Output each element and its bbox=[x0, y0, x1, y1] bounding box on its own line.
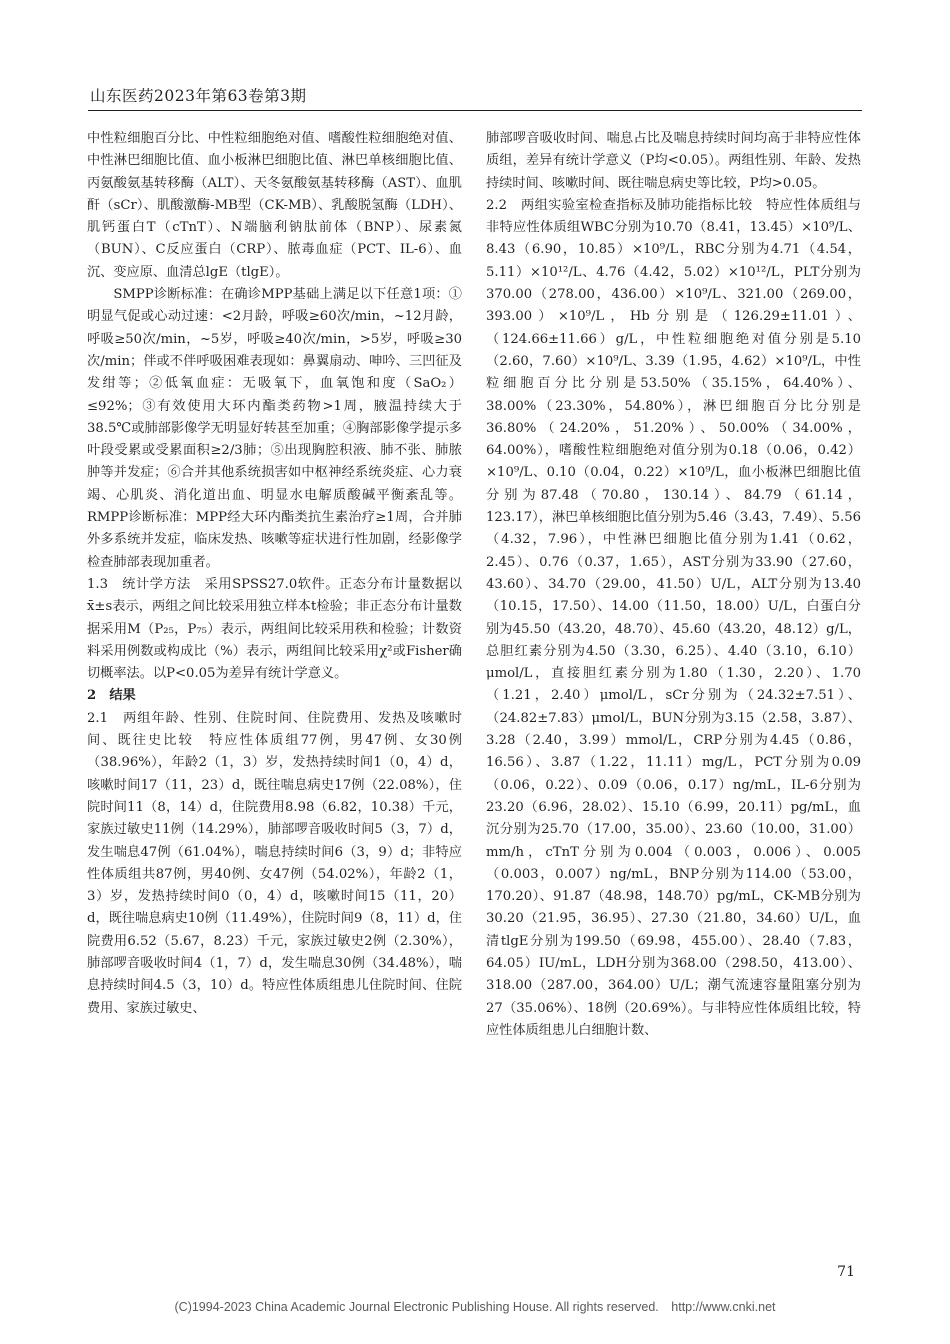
left-column bbox=[87, 128, 462, 1020]
paragraph: 2.1 两组年龄、性别、住院时间、住院费用、发热及咳嗽时间、既往史比较 特应性体质组77例，男47例、女30例（38.96%），年龄2（1，3）岁，发热持续时间1（0，4）d，咳嗽时间17（11，23）d，既往喘息病史17例（22.08%），住院时间11（8，14）d，住院费用8.98（6.82，10.38）千元，家族过敏史11例（14.29%），肺部啰音吸收时间5（3，7）d，发生喘息47例（61.04%），喘息持续时间6（3，9）d；非特应性体质组共87例，男40例、女47例（54.02%），年龄2（1，3）岁，发热持续时间0（0，4）d，咳嗽时间15（11，20）d，既往喘息病史10例（11.49%），住院时间9（8，11）d，住院费用6.52（5.67，8.23）千元，家族过敏史2例（2.30%），肺部啰音吸收时间4（1，7）d，发生喘息30例（34.48%），喘息持续时间4.5（3，10）d。特应性体质组患儿住院时间、住院费用、家族过敏史、 bbox=[87, 710, 462, 1016]
right-column bbox=[486, 128, 861, 1042]
paragraph: 肺部啰音吸收时间、喘息占比及喘息持续时间均高于非特应性体质组，差异有统计学意义（P均<0.05）。两组性别、年龄、发热持续时间、咳嗽时间、既往喘息病史等比较，P均>0.05。 bbox=[486, 131, 861, 191]
journal-header: 山东医药2023年第63卷第3期 bbox=[90, 87, 307, 105]
copyright-footer: (C)1994-2023 China Academic Journal Electronic Publishing House. All rights reserved. http://www.cnki.net bbox=[174, 1300, 776, 1314]
paragraph: 中性粒细胞百分比、中性粒细胞绝对值、嗜酸性粒细胞绝对值、中性淋巴细胞比值、血小板淋巴细胞比值、淋巴单核细胞比值、丙氨酸氨基转移酶（ALT）、天冬氨酸氨基转移酶（AST）、血肌酐（sCr）、肌酸激酶-MB型（CK-MB）、乳酸脱氢酶（LDH）、肌钙蛋白T（cTnT）、N端脑利钠肽前体（BNP）、尿素氮（BUN）、C反应蛋白（CRP）、脓毒血症（PCT、IL-6）、血沉、变应原、血清总lgE（tlgE）。 bbox=[87, 131, 462, 280]
section-heading: 2 结果 bbox=[87, 688, 136, 704]
paragraph: 2.2 两组实验室检查指标及肺功能指标比较 特应性体质组与非特应性体质组WBC分别为10.70（8.41，13.45）×10⁹/L、8.43（6.90，10.85）×10⁹/L，RBC分别为4.71（4.54，5.11）×10¹²/L、4.76（4.42，5.02）×10¹²/L，PLT分别为370.00（278.00，436.00）×10⁹/L、321.00（269.00，393.00）×10⁹/L，Hb分别是（126.29±11.01）、（124.66±11.66）g/L，中性粒细胞绝对值分别是5.10（2.60，7.60）×10⁹/L、3.39（1.95，4.62）×10⁹/L，中性粒细胞百分比分别是53.50%（35.15%，64.40%）、38.00%（23.30%，54.80%），淋巴细胞百分比分别是36.80%（24.20%，51.20%）、50.00%（34.00%，64.00%），嗜酸性粒细胞绝对值分别为0.18（0.06，0.42）×10⁹/L、0.10（0.04，0.22）×10⁹/L，血小板淋巴细胞比值分别为87.48（70.80，130.14）、84.79（61.14，123.17），淋巴单核细胞比值分别为5.46（3.43，7.49）、5.56（4.32，7.96），中性淋巴细胞比值分别为1.41（0.62，2.45）、0.76（0.37，1.65），AST分别为33.90（27.60，43.60）、34.70（29.00，41.50）U/L，ALT分别为13.40（10.15，17.50）、14.00（11.50，18.00）U/L，白蛋白分别为45.50（43.20，48.70）、45.60（43.20，48.12）g/L，总胆红素分别为4.50（3.30，6.25）、4.40（3.10，6.10）μmol/L，直接胆红素分别为1.80（1.30，2.20）、1.70（1.21，2.40）μmol/L，sCr分别为（24.32±7.51）、（24.82±7.83）μmol/L，BUN分别为3.15（2.58，3.87）、3.28（2.40，3.99）mmol/L，CRP分别为4.45（0.86，16.56）、3.87（1.22，11.11）mg/L，PCT分别为0.09（0.06，0.22）、0.09（0.06，0.17）ng/mL，IL-6分别为23.20（6.96，28.02）、15.10（6.99，20.11）pg/mL，血沉分别为25.70（17.00，35.00）、23.60（10.00，31.00）mm/h，cTnT分别为0.004（0.003，0.006）、0.005（0.003，0.007）ng/mL，BNP分别为114.00（53.00，170.20）、91.87（48.98，148.70）pg/mL，CK-MB分别为30.20（21.95，36.95）、27.30（21.80，34.60）U/L，血清tlgE分别为199.50（69.98，455.00）、28.40（7.83，64.05）IU/mL，LDH分别为368.00（298.50，413.00）、318.00（287.00，364.00）U/L；潮气流速容量阻塞分别为27（35.06%）、18例（20.69%）。与非特应性体质组比较，特应性体质组患儿白细胞计数、 bbox=[486, 197, 861, 1038]
header-rule bbox=[88, 110, 862, 111]
paragraph: 1.3 统计学方法 采用SPSS27.0软件。正态分布计量数据以x̄±s表示，两组之间比较采用独立样本t检验；非正态分布计量数据采用M（P₂₅，P₇₅）表示，两组间比较采用秩和检验；计数资料采用例数或构成比（%）表示，两组间比较采用χ²或Fisher确切概率法。以P<0.05为差异有统计学意义。 bbox=[87, 576, 462, 682]
paragraph: SMPP诊断标准：在确诊MPP基础上满足以下任意1项：①明显气促或心动过速：<2月龄，呼吸≥60次/min，~12月龄，呼吸≥50次/min，~5岁，呼吸≥40次/min，>5岁，呼吸≥30次/min；伴或不伴呼吸困难表现如：鼻翼扇动、呻吟、三凹征及发绀等；②低氧血症：无吸氧下，血氧饱和度（SaO₂）≤92%；③有效使用大环内酯类药物>1周，腋温持续大于38.5℃或肺部影像学无明显好转甚至加重；④胸部影像学提示多叶段受累或受累面积≥2/3肺；⑤出现胸腔积液、肺不张、肺脓肿等并发症；⑥合并其他系统损害如中枢神经系统炎症、心力衰竭、心肌炎、消化道出血、明显水电解质酸碱平衡紊乱等。RMPP诊断标准：MPP经大环内酯类抗生素治疗≥1周，合并肺外多系统并发症，临床发热、咳嗽等症状进行性加剧，经影像学检查肺部表现加重者。 bbox=[87, 287, 462, 570]
page-number: 71 bbox=[837, 1264, 855, 1280]
